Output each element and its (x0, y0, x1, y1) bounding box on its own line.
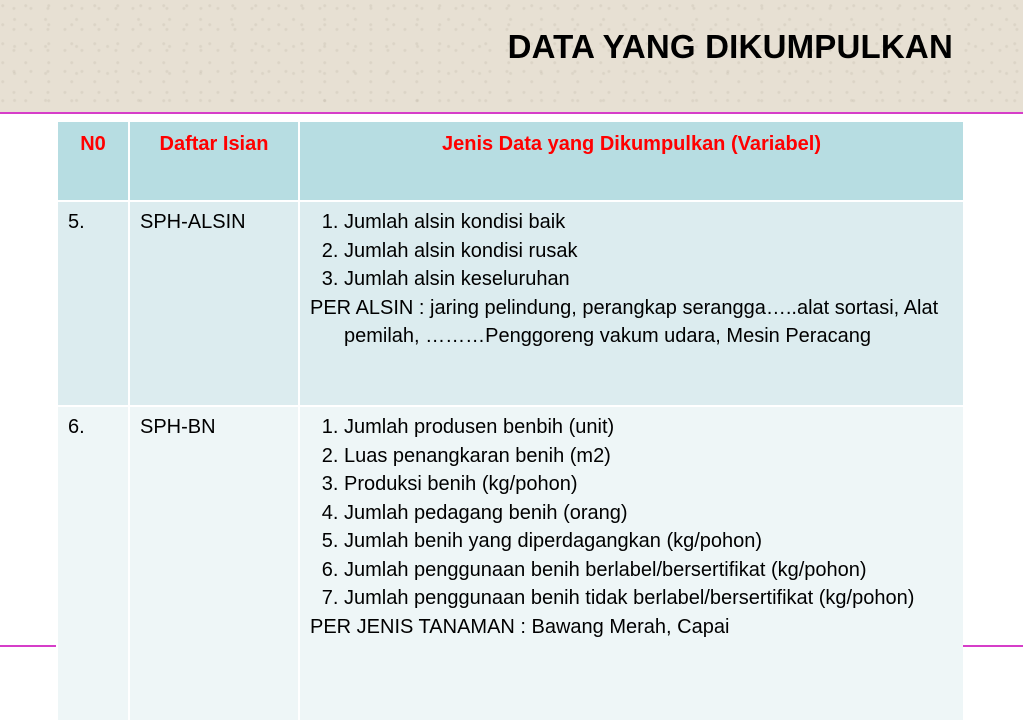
table-row (57, 406, 963, 720)
per-item-note: PER JENIS TANAMAN : Bawang Merah, Capai (310, 615, 730, 638)
data-table-container (56, 120, 963, 720)
top-divider-line (0, 112, 1023, 114)
variable-list (310, 208, 953, 294)
list-item: 7. Jumlah penggunaan benih tidak berlabel/bersertifikat (kg/pohon) (344, 584, 953, 613)
page-title: DATA YANG DIKUMPULKAN (507, 28, 953, 65)
list-item: 3. Produksi benih (kg/pohon) (344, 470, 953, 499)
list-item: 4. Jumlah pedagang benih (orang) (344, 499, 953, 528)
list-item: 6. Jumlah penggunaan benih berlabel/bersertifikat (kg/pohon) (344, 556, 953, 585)
header-variables: Jenis Data yang Dikumpulkan (Variabel) (299, 121, 963, 201)
data-table (56, 120, 963, 720)
list-item: 3. Jumlah alsin keseluruhan (344, 265, 953, 294)
table-row (57, 201, 963, 406)
row-number: 5. (57, 201, 129, 406)
variables-cell (299, 201, 963, 406)
list-item: 1. Jumlah alsin kondisi baik (344, 208, 953, 237)
form-name: SPH-ALSIN (129, 201, 299, 406)
header-no: N0 (57, 121, 129, 201)
form-name: SPH-BN (129, 406, 299, 720)
table-header-row (57, 121, 963, 201)
header-form: Daftar Isian (129, 121, 299, 201)
per-item-note: PER ALSIN : jaring pelindung, perangkap serangga…..alat sortasi, Alat pemilah, ………Penggoreng vakum udara, Mesin Peracang (310, 296, 939, 347)
variable-list (310, 413, 953, 613)
variables-cell (299, 406, 963, 720)
list-item: 5. Jumlah benih yang diperdagangkan (kg/pohon) (344, 527, 953, 556)
list-item: 2. Jumlah alsin kondisi rusak (344, 237, 953, 266)
list-item: 2. Luas penangkaran benih (m2) (344, 442, 953, 471)
list-item: 1. Jumlah produsen benbih (unit) (344, 413, 953, 442)
row-number: 6. (57, 406, 129, 720)
